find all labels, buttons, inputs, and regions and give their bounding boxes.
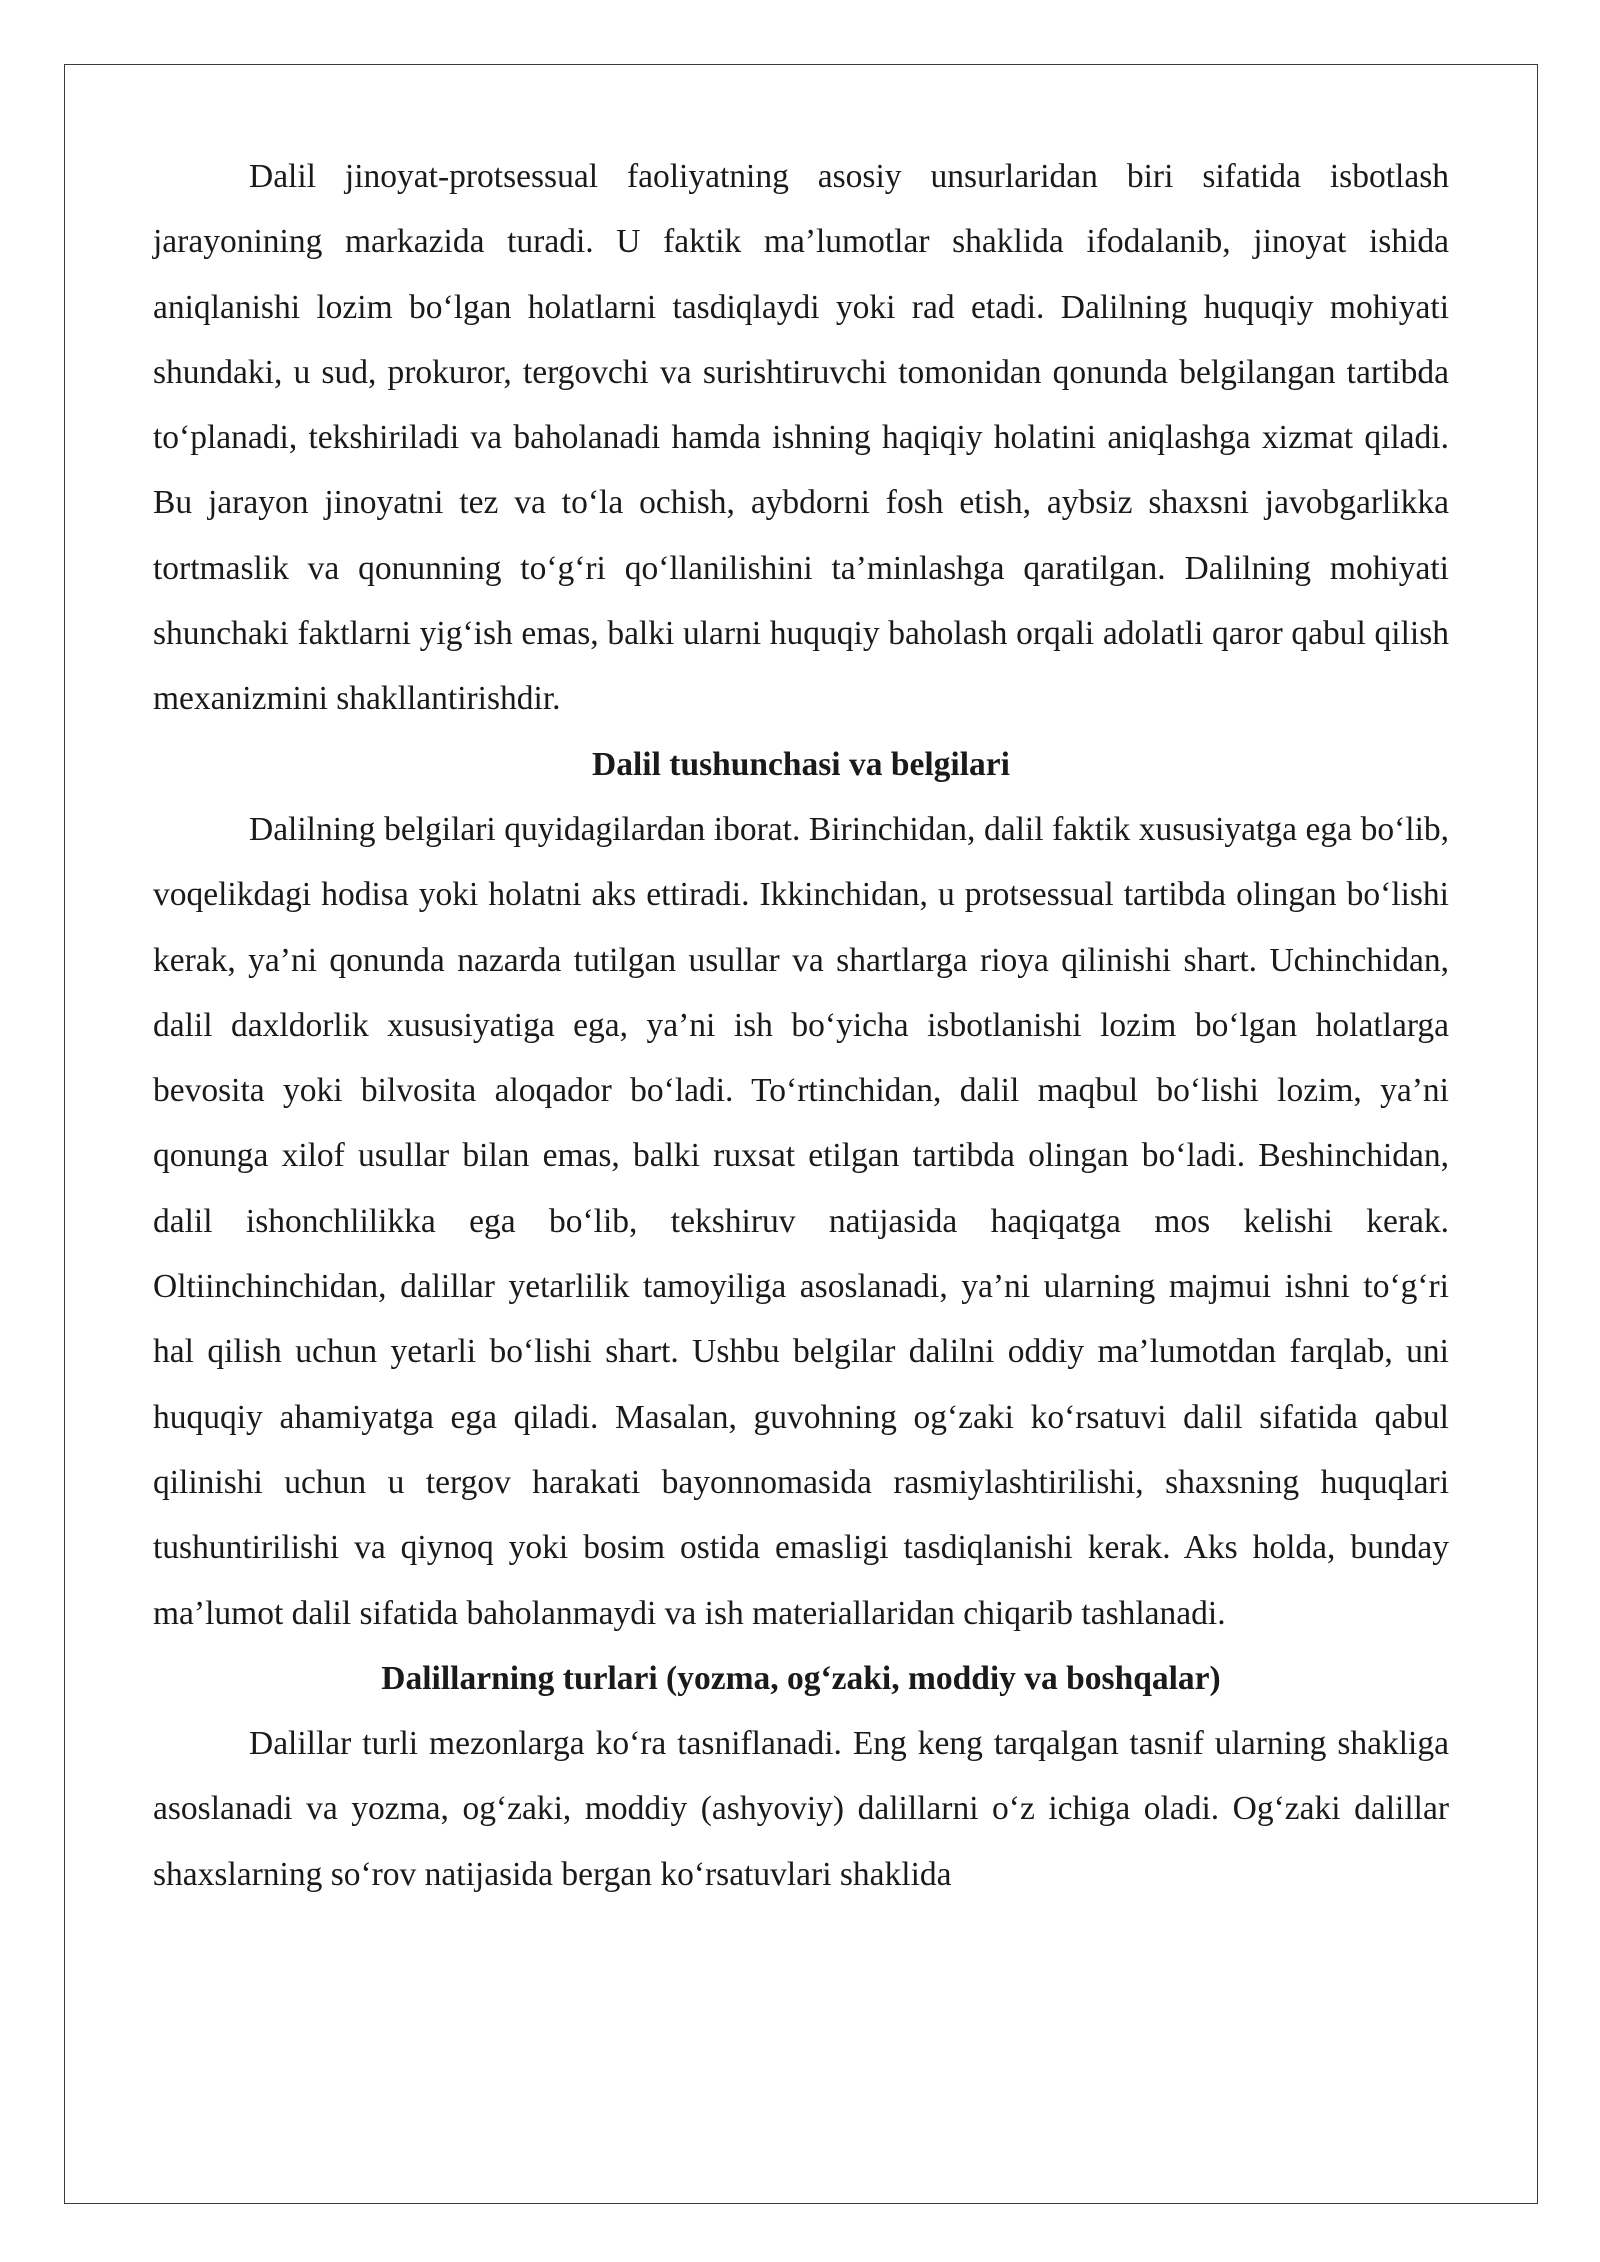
paragraph-signs: Dalilning belgilari quyidagilardan iborat. Birinchidan, dalil faktik xususiyatga ega bo‘lib, voqelikdagi hodisa yoki holatni aks ettiradi. Ikkinchidan, u protsessual tartibda olingan bo‘lishi kerak, ya’ni qonunda nazarda tutilgan usullar va shartlarga rioya qilinishi shart. Uchinchidan, dalil daxldorlik xususiyatiga ega, ya’ni ish bo‘yicha isbotlanishi lozim bo‘lgan holatlarga bevosita yoki bilvosita aloqador bo‘ladi. To‘rtinchidan, dalil maqbul bo‘lishi lozim, ya’ni qonunga xilof usullar bilan emas, balki ruxsat etilgan tartibda olingan bo‘ladi. Beshinchidan, dalil ishonchlilikka ega bo‘lib, tekshiruv natijasida haqiqatga mos kelishi kerak. Oltiinchinchidan, dalillar yetarlilik tamoyiliga asoslanadi, ya’ni ularning majmui ishni to‘g‘ri hal qilish uchun yetarli bo‘lishi shart. Ushbu belgilar dalilni oddiy ma’lumotdan farqlab, uni huquqiy ahamiyatga ega qiladi. Masalan, guvohning og‘zaki ko‘rsatuvi dalil sifatida qabul qilinishi uchun u tergov harakati bayonnomasida rasmiylashtirilishi, shaxsning huquqlari tushuntirilishi va qiynoq yoki bosim ostida emasligi tasdiqlanishi kerak. Aks holda, bunday ma’lumot dalil sifatida baholanmaydi va ish materiallaridan chiqarib tashlanadi. (153, 810, 1449, 1632)
paragraph-types: Dalillar turli mezonlarga ko‘ra tasniflanadi. Eng keng tarqalgan tasnif ularning shakliga asoslanadi va yozma, og‘zaki, moddiy (ashyoviy) dalillarni o‘z ichiga oladi. Og‘zaki dalillar shaxslarning so‘rov natijasida bergan ko‘rsatuvlari shaklida (153, 1725, 1449, 1893)
paragraph-intro: Dalil jinoyat-protsessual faoliyatning asosiy unsurlaridan biri sifatida isbotlash jarayonining markazida turadi. U faktik ma’lumotlar shaklida ifodalanib, jinoyat ishida aniqlanishi lozim bo‘lgan holatlarni tasdiqlaydi yoki rad etadi. Dalilning huquqiy mohiyati shundaki, u sud, prokuror, tergovchi va surishtiruvchi tomonidan qonunda belgilangan tartibda to‘planadi, tekshiriladi va baholanadi hamda ishning haqiqiy holatini aniqlashga xizmat qiladi. Bu jarayon jinoyatni tez va to‘la ochish, aybdorni fosh etish, aybsiz shaxsni javobgarlikka tortmaslik va qonunning to‘g‘ri qo‘llanilishini ta’minlashga qaratilgan. Dalilning mohiyati shunchaki faktlarni yig‘ish emas, balki ularni huquqiy baholash orqali adolatli qaror qabul qilish mexanizmini shakllantirishdir. (153, 158, 1449, 718)
heading-types: Dalillarning turlari (yozma, og‘zaki, moddiy va boshqalar) (381, 1659, 1221, 1697)
document-body (153, 144, 1449, 1907)
heading-concept: Dalil tushunchasi va belgilari (592, 745, 1010, 783)
